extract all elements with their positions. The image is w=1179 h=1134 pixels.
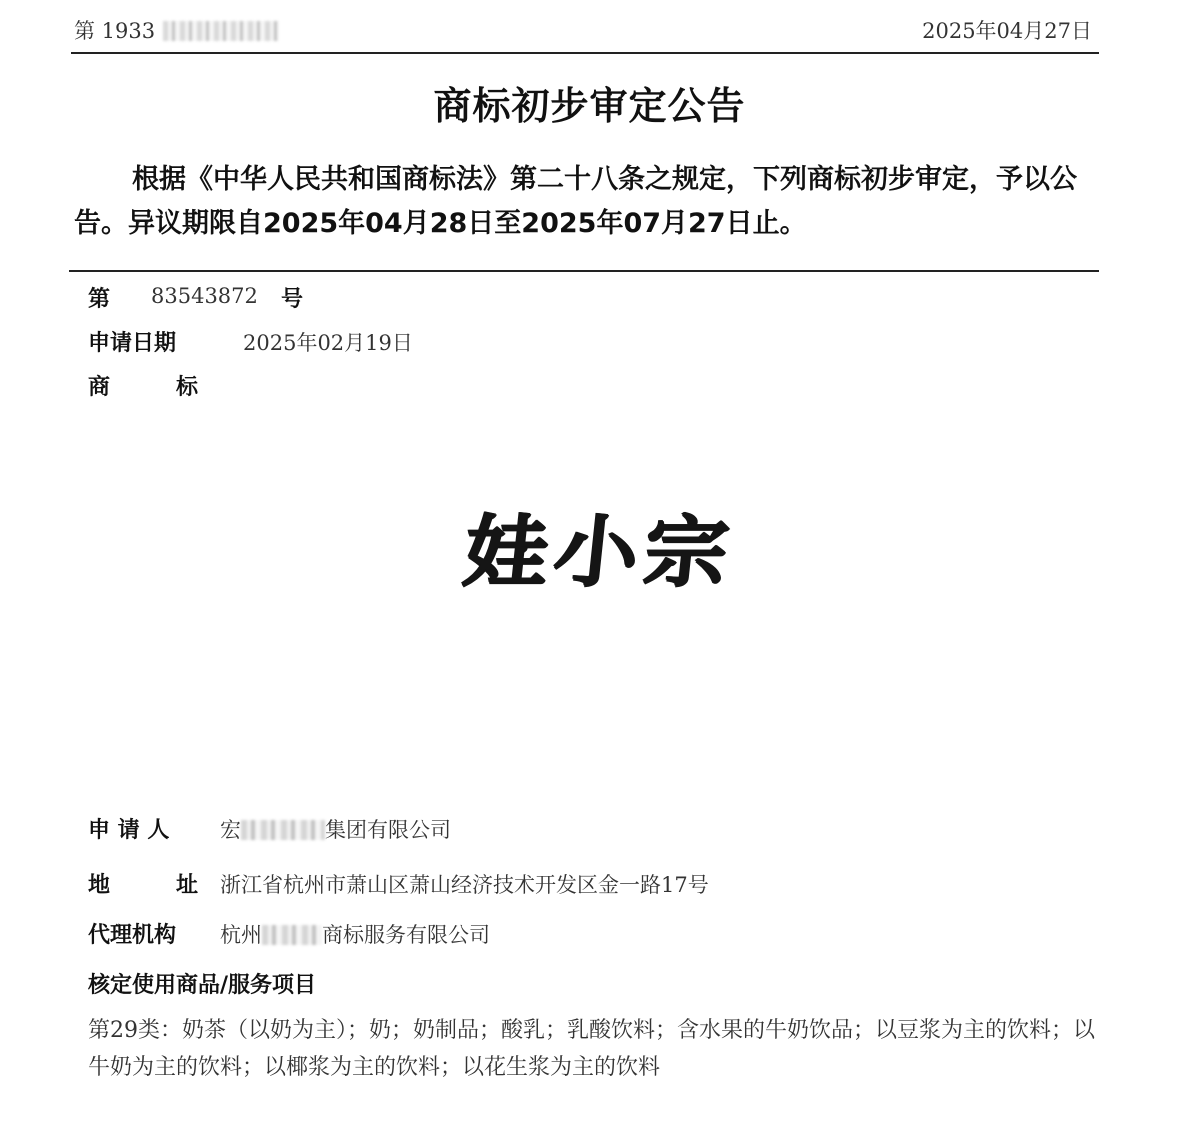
notice-intro: 根据《中华人民共和国商标法》第二十八条之规定，下列商标初步审定，予以公告。异议期限自2025年04月28日至2025年07月27日止。 <box>74 164 1077 239</box>
agent-value <box>220 919 490 949</box>
trademark-mark-text: 娃小宗 <box>459 504 740 597</box>
application-date-label: 申请日期 <box>88 331 177 356</box>
redacted-agent-name <box>262 925 322 945</box>
registration-number-suffix: 号 <box>281 287 304 312</box>
agent-label: 代理机构 <box>88 923 177 948</box>
agent-value-end: 商标服务有限公司 <box>322 923 490 947</box>
page-header <box>74 16 1098 46</box>
applicant-label: 申 请 人 <box>88 818 170 843</box>
publication-date: 2025年04月27日 <box>922 19 1092 43</box>
header-divider <box>71 52 1099 54</box>
redacted-applicant-name <box>241 820 325 840</box>
issue-prefix: 第 1933 <box>74 19 156 43</box>
address-label: 地 址 <box>88 873 221 898</box>
goods-services-heading: 核定使用商品/服务项目 <box>88 973 317 998</box>
trademark-image <box>430 480 770 610</box>
applicant-value-start: 宏 <box>220 818 241 842</box>
registration-number-prefix: 第 <box>88 287 111 312</box>
applicant-value-end: 集团有限公司 <box>325 818 451 842</box>
registration-number: 83543872 <box>151 284 258 308</box>
issue-number <box>74 16 279 46</box>
trademark-label: 商 标 <box>88 375 221 400</box>
application-date-value: 2025年02月19日 <box>243 331 413 355</box>
address-value: 浙江省杭州市萧山区萧山经济技术开发区金一路17号 <box>220 873 709 897</box>
agent-value-start: 杭州 <box>220 923 262 947</box>
section-divider <box>69 270 1099 272</box>
redacted-issue-number <box>163 21 279 41</box>
applicant-value <box>220 814 451 844</box>
notice-title: 商标初步审定公告 <box>433 84 746 128</box>
goods-services-list: 第29类：奶茶（以奶为主）；奶；奶制品；酸乳；乳酸饮料；含水果的牛奶饮品；以豆浆为主的饮料；以牛奶为主的饮料；以椰浆为主的饮料；以花生浆为主的饮料 <box>88 1018 1095 1080</box>
